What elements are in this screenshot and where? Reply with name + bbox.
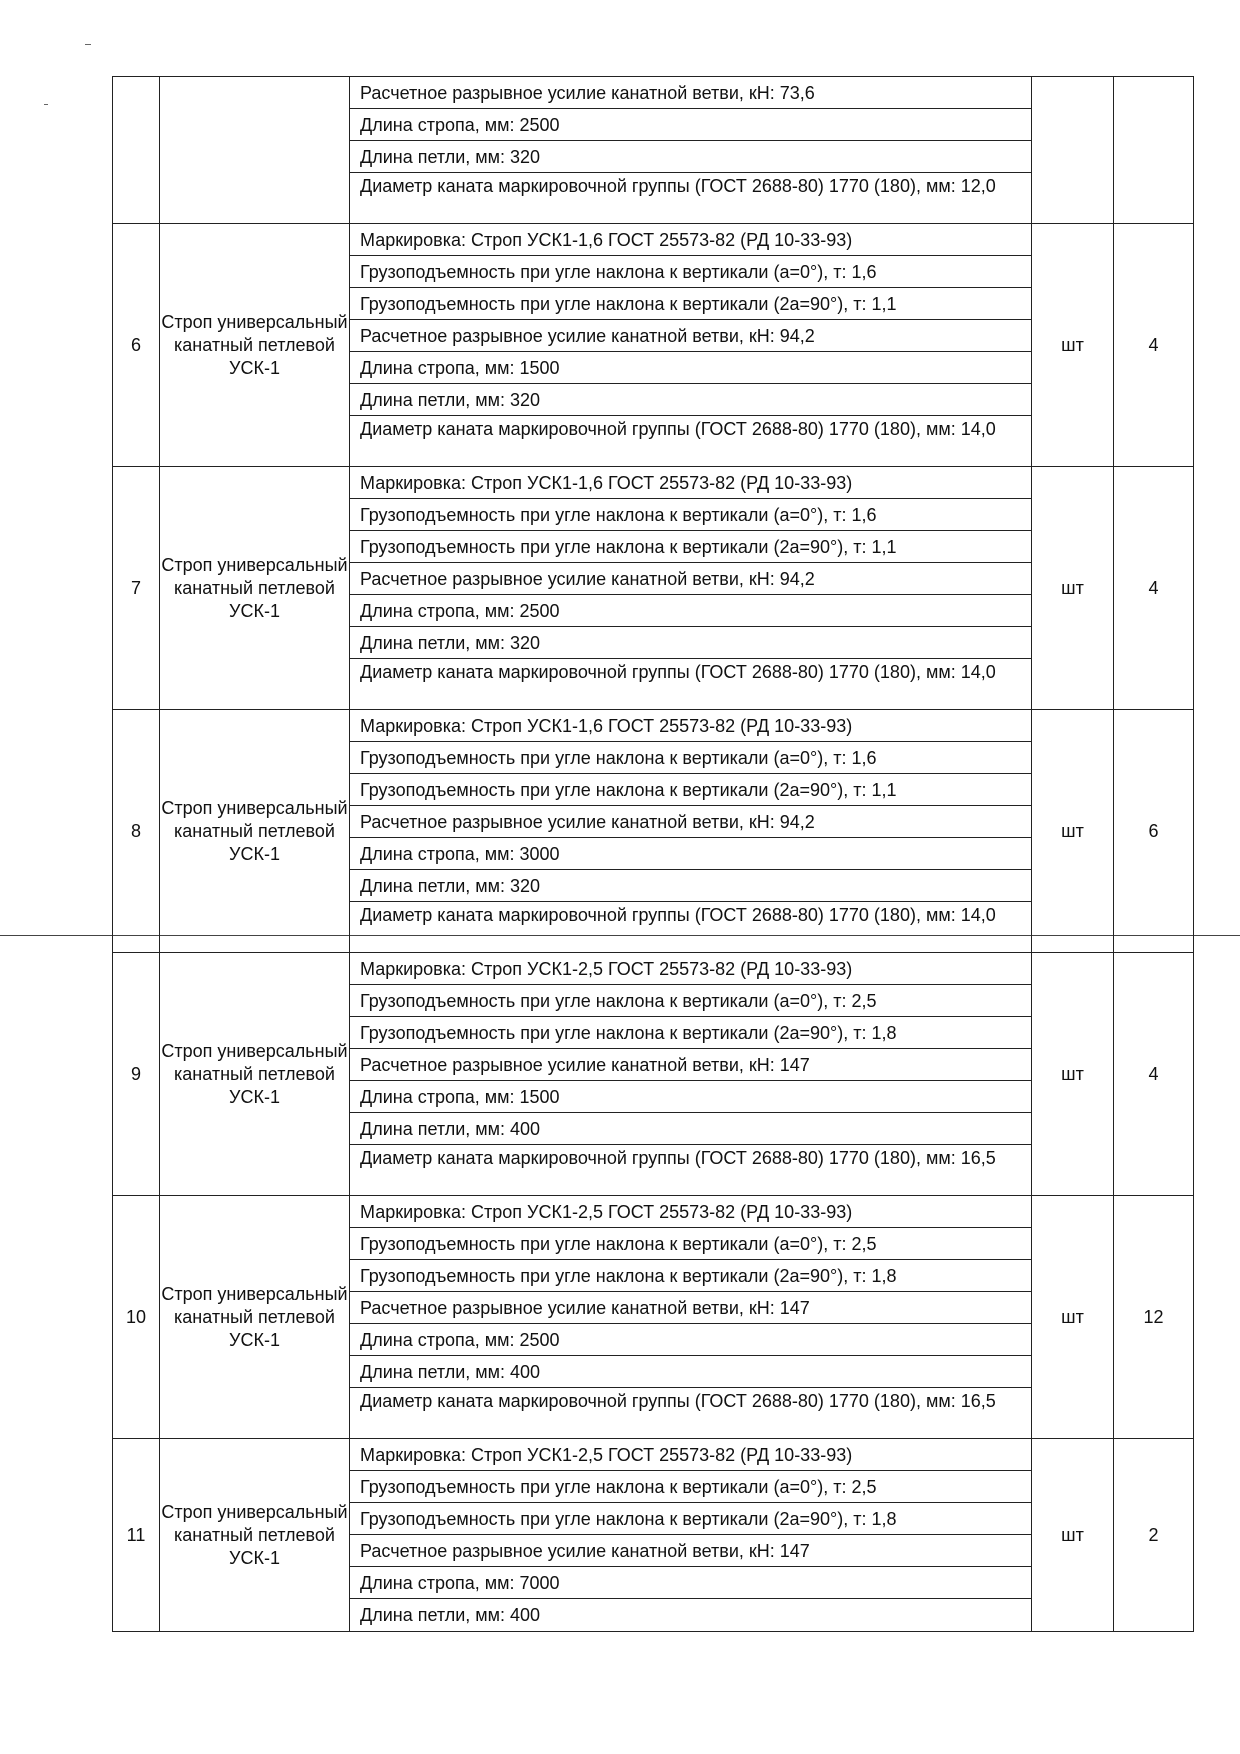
- param-line: Длина стропа, мм: 2500: [350, 595, 1031, 627]
- param-line: Грузоподъемность при угле наклона к вертикали (а=0°), т: 1,6: [350, 256, 1031, 288]
- scan-speck: [85, 44, 91, 45]
- quantity-cell: 4: [1114, 953, 1194, 1196]
- table-row: [113, 710, 1194, 953]
- param-line: Расчетное разрывное усилие канатной ветви, кН: 147: [350, 1535, 1031, 1567]
- param-line: Маркировка: Строп УСК1-1,6 ГОСТ 25573-82 (РД 10-33-93): [350, 224, 1031, 256]
- param-line: Длина петли, мм: 400: [360, 1605, 541, 1625]
- unit-cell: шт: [1032, 1439, 1114, 1632]
- row-number: 8: [113, 710, 160, 953]
- item-params: [350, 1196, 1032, 1439]
- param-line: Длина стропа, мм: 7000: [350, 1567, 1031, 1599]
- table-row: [113, 77, 1194, 224]
- param-line: Длина петли, мм: 400: [350, 1356, 1031, 1388]
- item-name: Строп универсальный канатный петлевой УСК-1: [160, 710, 350, 953]
- param-list: [350, 953, 1031, 1195]
- row-number: 11: [113, 1439, 160, 1632]
- item-name: Строп универсальный канатный петлевой УСК-1: [160, 1439, 350, 1632]
- param-list: [350, 77, 1031, 223]
- table-row: [113, 467, 1194, 710]
- param-line: Грузоподъемность при угле наклона к вертикали (а=0°), т: 2,5: [350, 985, 1031, 1017]
- param-line: Грузоподъемность при угле наклона к вертикали (а=0°), т: 1,6: [350, 499, 1031, 531]
- param-line: Расчетное разрывное усилие канатной ветви, кН: 147: [350, 1049, 1031, 1081]
- param-line: Диаметр каната маркировочной группы (ГОСТ 2688-80) 1770 (180), мм: 16,5: [360, 1391, 996, 1411]
- param-line: Длина стропа, мм: 2500: [350, 1324, 1031, 1356]
- item-params: [350, 1439, 1032, 1632]
- row-number: [113, 77, 160, 224]
- spec-table: [112, 76, 1194, 1632]
- table-row: [113, 1439, 1194, 1632]
- param-line: Расчетное разрывное усилие канатной ветви, кН: 94,2: [350, 806, 1031, 838]
- param-line: Длина петли, мм: 400: [350, 1113, 1031, 1145]
- param-line: Расчетное разрывное усилие канатной ветви, кН: 94,2: [350, 320, 1031, 352]
- param-line: Длина стропа, мм: 1500: [350, 1081, 1031, 1113]
- param-line: Длина петли, мм: 320: [350, 627, 1031, 659]
- param-line: Расчетное разрывное усилие канатной ветви, кН: 73,6: [350, 77, 1031, 109]
- quantity-cell: 2: [1114, 1439, 1194, 1632]
- item-name: Строп универсальный канатный петлевой УСК-1: [160, 224, 350, 467]
- unit-cell: шт: [1032, 1196, 1114, 1439]
- unit-cell: шт: [1032, 467, 1114, 710]
- param-line: Маркировка: Строп УСК1-2,5 ГОСТ 25573-82 (РД 10-33-93): [350, 1196, 1031, 1228]
- param-line: Маркировка: Строп УСК1-1,6 ГОСТ 25573-82 (РД 10-33-93): [350, 467, 1031, 499]
- param-line: Расчетное разрывное усилие канатной ветви, кН: 147: [350, 1292, 1031, 1324]
- unit-cell: шт: [1032, 224, 1114, 467]
- unit-cell: шт: [1032, 710, 1114, 953]
- item-name: Строп универсальный канатный петлевой УСК-1: [160, 1196, 350, 1439]
- param-line: Длина стропа, мм: 1500: [350, 352, 1031, 384]
- row-number: 7: [113, 467, 160, 710]
- item-name: Строп универсальный канатный петлевой УСК-1: [160, 467, 350, 710]
- item-params: [350, 710, 1032, 953]
- param-line: Маркировка: Строп УСК1-1,6 ГОСТ 25573-82 (РД 10-33-93): [350, 710, 1031, 742]
- item-name: [160, 77, 350, 224]
- param-line: Грузоподъемность при угле наклона к вертикали (2а=90°), т: 1,1: [350, 531, 1031, 563]
- param-list: [350, 467, 1031, 709]
- param-line: Длина стропа, мм: 3000: [350, 838, 1031, 870]
- param-line: Длина петли, мм: 320: [350, 870, 1031, 902]
- row-number: 10: [113, 1196, 160, 1439]
- param-line: Грузоподъемность при угле наклона к вертикали (2а=90°), т: 1,8: [350, 1503, 1031, 1535]
- quantity-cell: 12: [1114, 1196, 1194, 1439]
- item-name: Строп универсальный канатный петлевой УСК-1: [160, 953, 350, 1196]
- param-line: Диаметр каната маркировочной группы (ГОСТ 2688-80) 1770 (180), мм: 16,5: [360, 1148, 996, 1168]
- param-line: Грузоподъемность при угле наклона к вертикали (2а=90°), т: 1,8: [350, 1260, 1031, 1292]
- param-list: [350, 710, 1031, 952]
- param-list: [350, 1439, 1031, 1631]
- param-line: Длина стропа, мм: 2500: [350, 109, 1031, 141]
- param-line: Грузоподъемность при угле наклона к вертикали (а=0°), т: 1,6: [350, 742, 1031, 774]
- item-params: [350, 467, 1032, 710]
- item-params: [350, 953, 1032, 1196]
- unit-cell: [1032, 77, 1114, 224]
- param-line: Грузоподъемность при угле наклона к вертикали (2а=90°), т: 1,8: [350, 1017, 1031, 1049]
- table-row: [113, 953, 1194, 1196]
- quantity-cell: 4: [1114, 224, 1194, 467]
- param-line: Диаметр каната маркировочной группы (ГОСТ 2688-80) 1770 (180), мм: 14,0: [360, 419, 996, 439]
- param-line: Грузоподъемность при угле наклона к вертикали (2а=90°), т: 1,1: [350, 288, 1031, 320]
- param-list: [350, 224, 1031, 466]
- param-line: Маркировка: Строп УСК1-2,5 ГОСТ 25573-82 (РД 10-33-93): [350, 953, 1031, 985]
- table-row: [113, 224, 1194, 467]
- param-line: Длина петли, мм: 320: [350, 384, 1031, 416]
- spec-table-body: [113, 77, 1194, 1632]
- scan-speck: [44, 104, 48, 105]
- param-line: Расчетное разрывное усилие канатной ветви, кН: 94,2: [350, 563, 1031, 595]
- param-list: [350, 1196, 1031, 1438]
- quantity-cell: 6: [1114, 710, 1194, 953]
- quantity-cell: [1114, 77, 1194, 224]
- param-line: Грузоподъемность при угле наклона к вертикали (а=0°), т: 2,5: [350, 1228, 1031, 1260]
- unit-cell: шт: [1032, 953, 1114, 1196]
- param-line: Длина петли, мм: 320: [350, 141, 1031, 173]
- param-line: Маркировка: Строп УСК1-2,5 ГОСТ 25573-82 (РД 10-33-93): [350, 1439, 1031, 1471]
- param-line: Грузоподъемность при угле наклона к вертикали (а=0°), т: 2,5: [350, 1471, 1031, 1503]
- param-line: Грузоподъемность при угле наклона к вертикали (2а=90°), т: 1,1: [350, 774, 1031, 806]
- row-number: 6: [113, 224, 160, 467]
- row-number: 9: [113, 953, 160, 1196]
- param-line: Диаметр каната маркировочной группы (ГОСТ 2688-80) 1770 (180), мм: 14,0: [360, 905, 996, 925]
- param-line: Диаметр каната маркировочной группы (ГОСТ 2688-80) 1770 (180), мм: 12,0: [360, 176, 996, 196]
- table-row: [113, 1196, 1194, 1439]
- quantity-cell: 4: [1114, 467, 1194, 710]
- param-line: Диаметр каната маркировочной группы (ГОСТ 2688-80) 1770 (180), мм: 14,0: [360, 662, 996, 682]
- item-params: [350, 224, 1032, 467]
- item-params: [350, 77, 1032, 224]
